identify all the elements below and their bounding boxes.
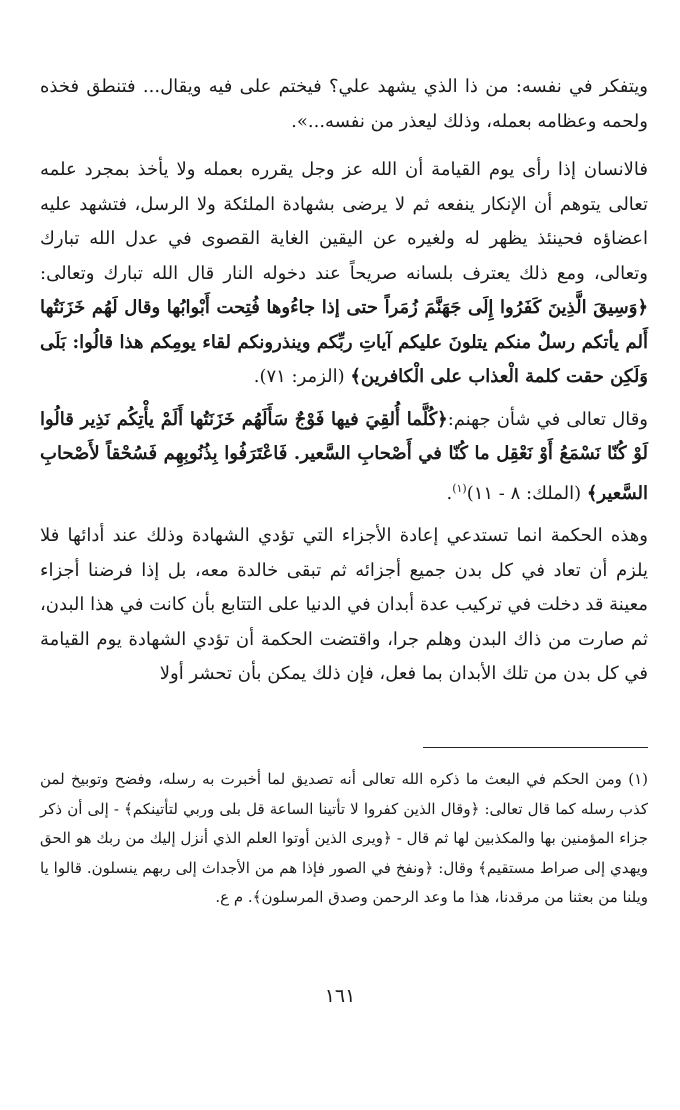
paragraph-3-end: . [446, 482, 453, 504]
paragraph-2 [40, 153, 648, 395]
quran-ref-mulk: (الملك: ٨ - ١١) [466, 482, 582, 504]
quran-quote-mulk: ﴿كُلَّما أُلقِيَ فيها فَوْجٌ سَأَلَهُم خَزَنَتُها أَلَمْ يأْتِكُم نَذِير قالُوا لَوْ كُنّا نَسْمَعُ أَوْ نَعْقِل ما كُنّا في أَصْحابِ السَّعير. فَاعْتَرَفُوا بِذُنُوبِهِم فَسُحْقاً لأَصْحابِ السَّعير﴾ [40, 408, 648, 504]
footnote-divider [423, 747, 648, 748]
paragraph-3 [40, 403, 648, 512]
paragraph-4: وهذه الحكمة انما تستدعي إعادة الأجزاء التي تؤدي الشهادة وذلك عند أدائها فلا يلزم أن تعاد في كل بدن جميع أجزائه ثم تبقى خالدة معه، بل إذا فرضنا أجزاء معينة قد دخلت في تركيب عدة أبدان في الدنيا على التتابع بأن كانت في هذا البدن، ثم صارت من ذاك البدن وهلم جرا، واقتضت الحكمة أن تؤدي الشهادة يوم القيامة في كل بدن من تلك الأبدان بما فعل، فإن ذلك يمكن بأن تحشر أولا [39, 525, 648, 684]
quran-quote-zumar: ﴿وَسِيقَ الَّذِينَ كَفَرُوا إِلَى جَهَنَّمَ زُمَراً حتى إذا جاءُوها فُتِحت أَبْوابُها وقال لَهُم خَزَنَتُها أَلم يأتكم رسلٌ منكم يتلونَ عليكم آياتِ ربِّكم وينذرونكم لقاء يومِكم هذا قالُوا: بَلَى وَلَكِن حقت كلمة الْعذاب على الْكافرين﴾ [40, 297, 649, 387]
paragraph-3-text: وقال تعالى في شأن جهنم: [447, 408, 648, 430]
footnote: (١) ومن الحكم في البعث ما ذكره الله تعالى أنه تصديق لما أخبرت به رسله، وفضح وتوبيخ لمن كذب رسله كما قال تعالى: ﴿وقال الذين كفروا لا تأتينا الساعة قل بلى وربي لتأتينكم﴾ - إلى أن ذكر جزاء المؤمنين بها والمكذبين لها ثم قال - ﴿ويرى الذين أوتوا العلم الذي أنزل إليك من ربك هو الحق ويهدي إلى صراط مستقيم﴾ وقال: ﴿ونفخ في الصور فإذا هم من الأجداث إلى ربهم ينسلون. قالوا يا ويلنا من بعثنا من مرقدنا، هذا ما وعد الرحمن وصدق المرسلون﴾. م ع. [40, 770, 648, 907]
paragraph-1: ويتفكر في نفسه: من ذا الذي يشهد علي؟ فيختم على فيه ويقال... فتنطق فخذه ولحمه وعظامه بعمله، وذلك ليعذر من نفسه...». [40, 76, 648, 132]
paragraph-2-text: فالانسان إذا رأى يوم القيامة أن الله عز وجل يقرره بعمله ولا يأخذ بمجرد علمه تعالى يتوهم أن الإنكار ينفعه ثم لا يرضى بشهادة الملئكة ولا الرسل، فتشهد عليه اعضاؤه فحينئذ يظهر له ولغيره عن اليقين الغاية القصوى في عدل الله تبارك وتعالى، ومع ذلك يعترف بلسانه صريحاً عند دخوله النار قال الله تبارك وتعالى: [40, 159, 648, 284]
quran-ref-zumar: (الزمر: ٧١). [253, 366, 345, 387]
main-text [40, 70, 648, 692]
page-number: ١٦١ [324, 985, 356, 1007]
footnote-marker: (١) [452, 481, 467, 495]
